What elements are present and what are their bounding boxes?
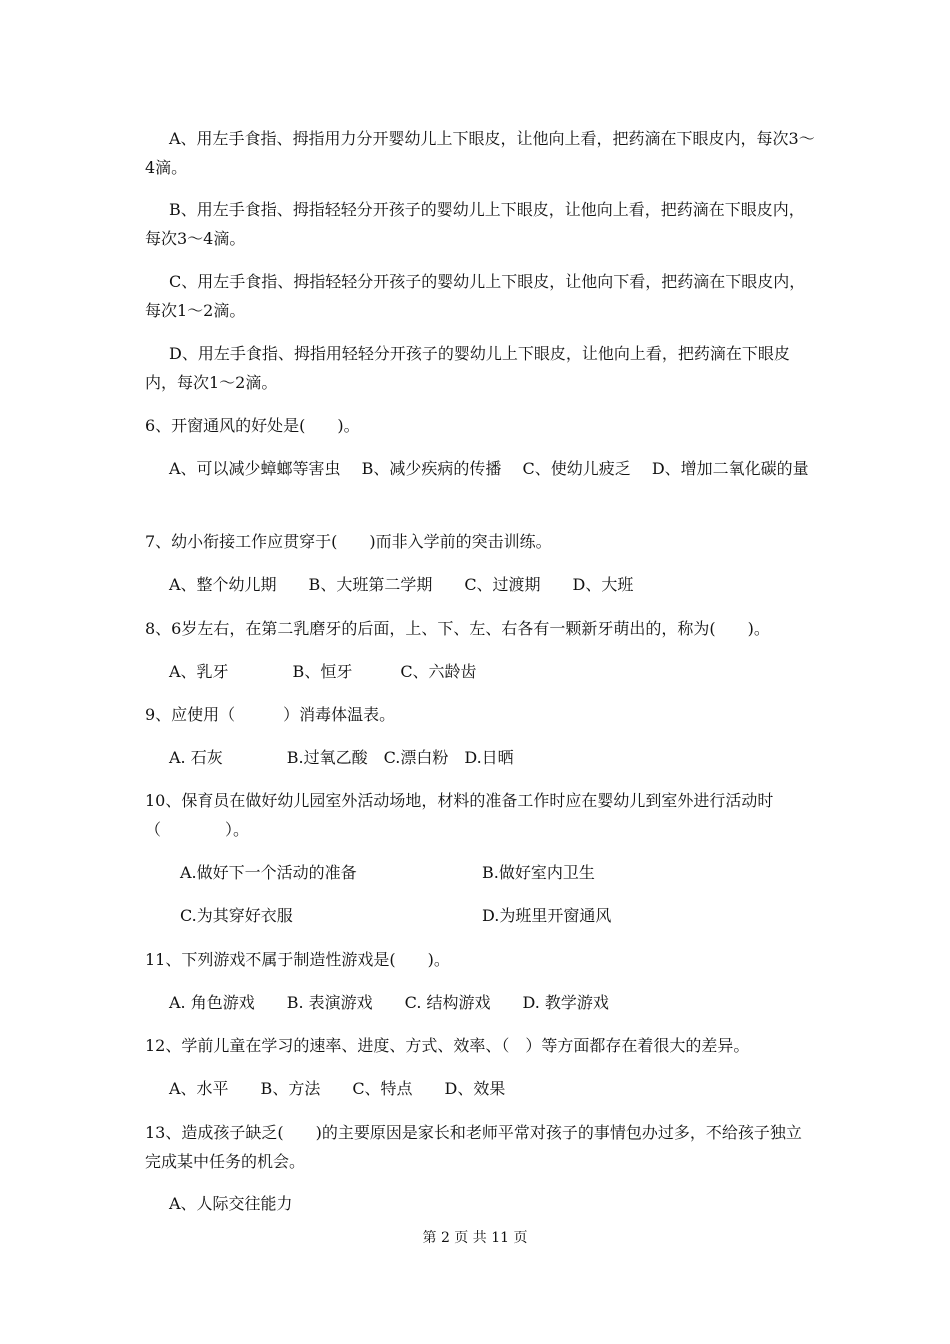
q8-options: A、乳牙 B、恒牙 C、六龄齿: [169, 662, 477, 681]
q9-stem: 9、应使用（ ）消毒体温表。: [145, 705, 396, 724]
q9-options: A. 石灰 B.过氧乙酸 C.漂白粉 D.日晒: [169, 748, 514, 767]
q10-option-d: D.为班里开窗通风: [482, 906, 612, 925]
q11-stem: 11、下列游戏不属于制造性游戏是( )。: [145, 950, 450, 969]
q5-option-c: C、用左手食指、拇指轻轻分开孩子的婴幼儿上下眼皮，让他向下看，把药滴在下眼皮内，每次1～2滴。: [145, 272, 806, 320]
q12-stem: 12、学前儿童在学习的速率、进度、方式、效率、（ ）等方面都存在着很大的差异。: [145, 1036, 750, 1055]
q12-options: A、水平 B、方法 C、特点 D、效果: [169, 1079, 506, 1098]
q10-option-c: C.为其穿好衣服: [180, 906, 293, 925]
q7-options: A、整个幼儿期 B、大班第二学期 C、过渡期 D、大班: [169, 575, 634, 594]
q13-option-a: A、人际交往能力: [169, 1194, 293, 1213]
q11-options: A. 角色游戏 B. 表演游戏 C. 结构游戏 D. 教学游戏: [169, 993, 609, 1012]
q10-stem: 10、保育员在做好幼儿园室外活动场地，材料的准备工作时应在婴幼儿到室外进行活动时（ ）。: [145, 791, 774, 839]
q10-option-b: B.做好室内卫生: [482, 863, 595, 882]
q6-options: A、可以减少蟑螂等害虫 B、减少疾病的传播 C、使幼儿疲乏 D、增加二氧化碳的量: [169, 459, 809, 478]
q13-stem: 13、造成孩子缺乏( )的主要原因是家长和老师平常对孩子的事情包办过多，不给孩子独立完成某中任务的机会。: [145, 1123, 802, 1171]
q8-stem: 8、6岁左右，在第二乳磨牙的后面，上、下、左、右各有一颗新牙萌出的，称为( )。: [145, 619, 770, 638]
q5-option-a: A、用左手食指、拇指用力分开婴幼儿上下眼皮，让他向上看，把药滴在下眼皮内，每次3～4滴。: [145, 129, 815, 177]
q7-stem: 7、幼小衔接工作应贯穿于( )而非入学前的突击训练。: [145, 532, 552, 551]
page-footer: 第 2 页 共 11 页: [422, 1230, 528, 1246]
q5-option-b: B、用左手食指、拇指轻轻分开孩子的婴幼儿上下眼皮，让他向上看，把药滴在下眼皮内，每次3～4滴。: [145, 200, 805, 248]
q6-stem: 6、开窗通风的好处是( )。: [145, 416, 360, 435]
q10-option-a: A.做好下一个活动的准备: [180, 863, 357, 882]
q5-option-d: D、用左手食指、拇指用轻轻分开孩子的婴幼儿上下眼皮，让他向上看，把药滴在下眼皮内，每次1～2滴。: [145, 344, 790, 392]
